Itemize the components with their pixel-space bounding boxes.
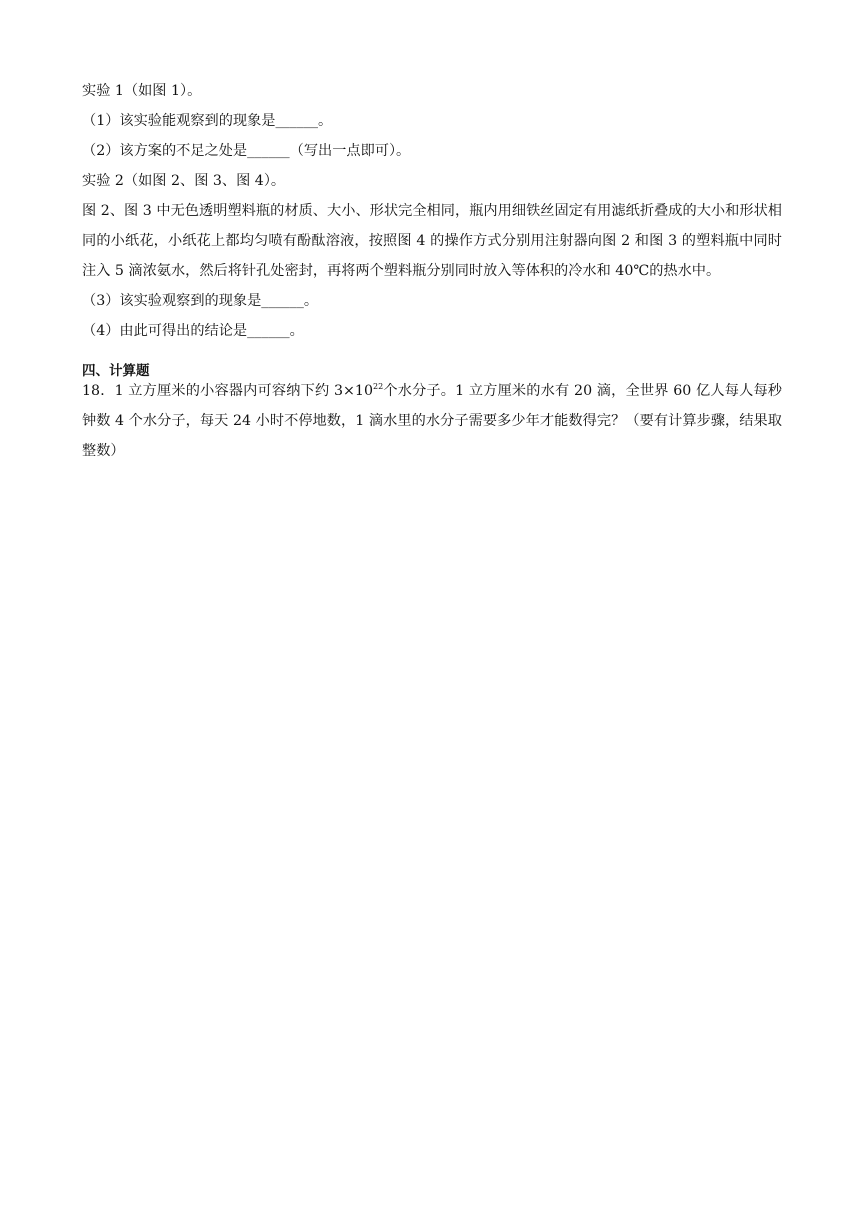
experiment-2-intro: 实验 2（如图 2、图 3、图 4）。	[82, 173, 286, 189]
question-18	[82, 376, 782, 466]
question-4: （4）由此可得出的结论是______。	[82, 323, 304, 339]
question-18-text-end: 个水分子。1 立方厘米的水有 20 滴，全世界 60 亿人每人每秒钟数 4 个水分子，每天 24 小时不停地数，1 滴水里的水分子需要多少年才能数得完？（要有计算步骤，结果取整数）	[82, 383, 782, 459]
question-18-text-start: 18．1 立方厘米的小容器内可容纳下约 3×10	[82, 383, 373, 399]
document-content	[82, 76, 782, 466]
experiment-2-description: 图 2、图 3 中无色透明塑料瓶的材质、大小、形状完全相同，瓶内用细铁丝固定有用滤纸折叠成的大小和形状相同的小纸花，小纸花上都均匀喷有酚酞溶液，按照图 4 的操作方式分别用注射器向图 2 和图 3 的塑料瓶中同时注入 5 滴浓氨水，然后将针孔处密封，再将两个塑料瓶分别同时放入等体积的冷水和 40℃的热水中。	[82, 203, 782, 279]
exponent: 22	[372, 382, 384, 391]
question-1: （1）该实验能观察到的现象是______。	[82, 113, 333, 129]
question-3: （3）该实验观察到的现象是______。	[82, 293, 319, 309]
section-title-calculation: 四、计算题	[82, 363, 150, 379]
experiment-1-intro: 实验 1（如图 1）。	[82, 83, 202, 99]
question-2: （2）该方案的不足之处是______（写出一点即可）。	[82, 143, 411, 159]
